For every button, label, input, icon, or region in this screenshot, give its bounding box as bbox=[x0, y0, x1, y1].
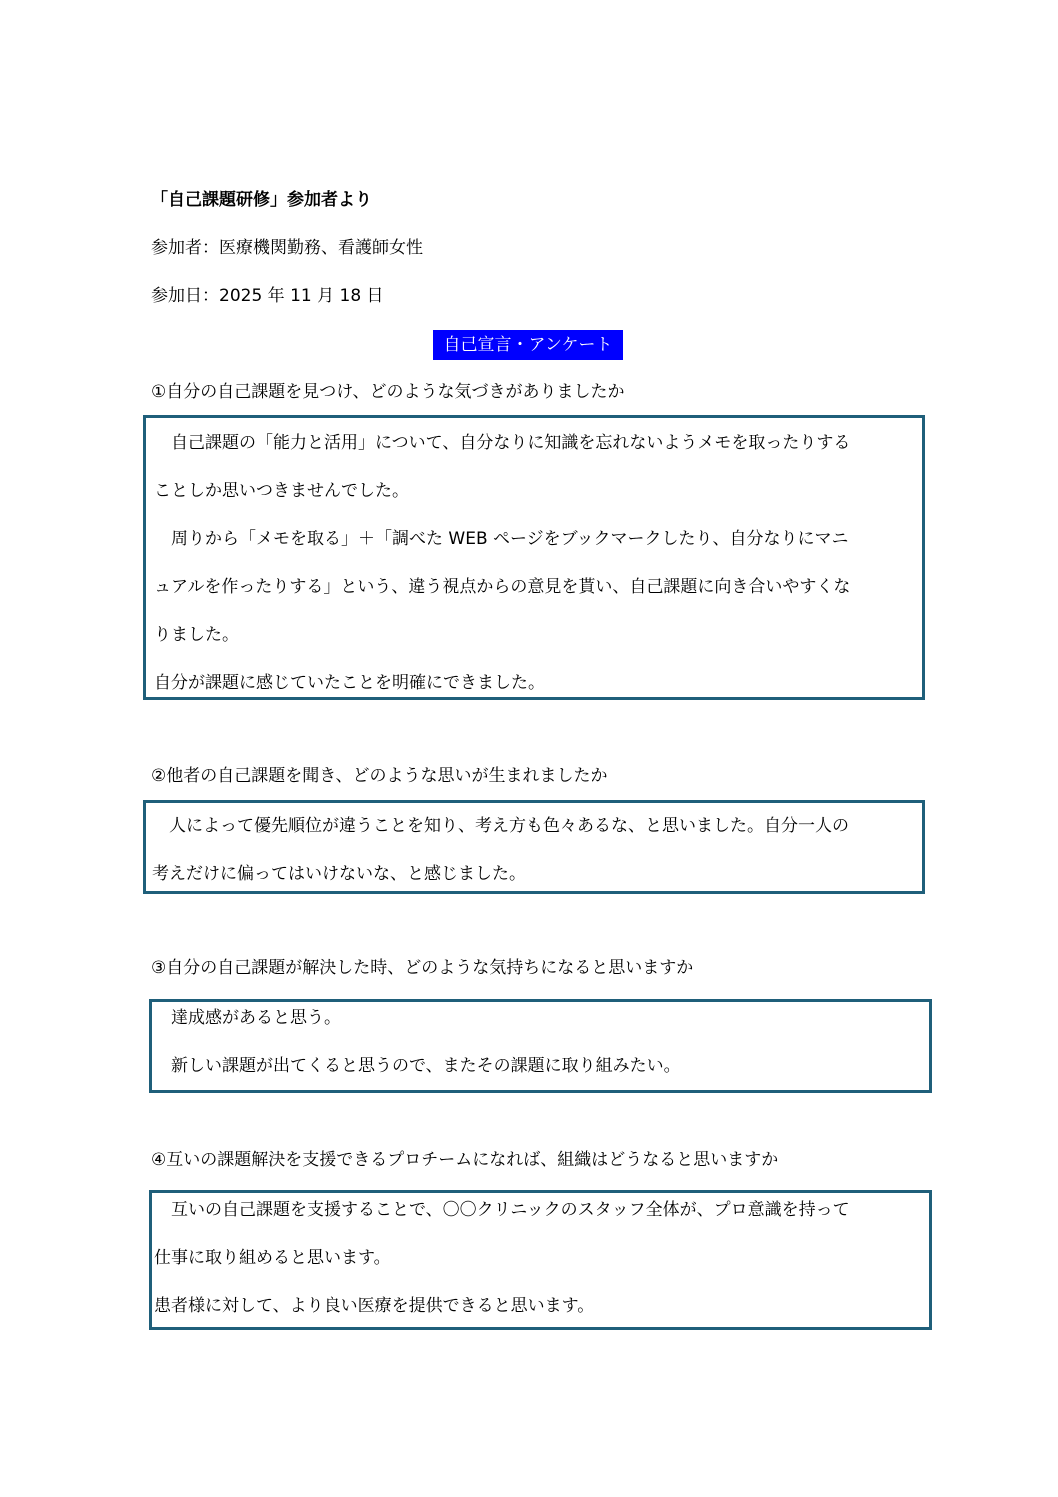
answer-4-line-1: 互いの自己課題を支援することで、〇〇クリニックのスタッフ全体が、プロ意識を持って bbox=[154, 1200, 850, 1220]
question-3: ③自分の自己課題が解決した時、どのような気持ちになると思いますか bbox=[151, 958, 694, 978]
answer-2-line-2: 考えだけに偏ってはいけないな、と感じました。 bbox=[152, 864, 526, 884]
answer-1-line-1: 自己課題の「能力と活用」について、自分なりに知識を忘れないようメモを取ったりする bbox=[154, 433, 851, 453]
question-1: ①自分の自己課題を見つけ、どのような気づきがありましたか bbox=[151, 382, 625, 402]
answer-3-line-2: 新しい課題が出てくると思うので、またその課題に取り組みたい。 bbox=[154, 1056, 681, 1076]
participation-date: 参加日：2025 年 11 月 18 日 bbox=[151, 286, 384, 306]
page-title: 「自己課題研修」参加者より bbox=[151, 190, 372, 210]
answer-4-line-3: 患者様に対して、より良い医療を提供できると思います。 bbox=[154, 1296, 595, 1316]
question-4: ④互いの課題解決を支援できるプロチームになれば、組織はどうなると思いますか bbox=[151, 1150, 779, 1170]
participant-info: 参加者：医療機関勤務、看護師女性 bbox=[151, 238, 423, 258]
question-2: ②他者の自己課題を聞き、どのような思いが生まれましたか bbox=[151, 766, 608, 786]
answer-1-line-6: 自分が課題に感じていたことを明確にできました。 bbox=[154, 673, 545, 693]
answer-1-line-4: ュアルを作ったりする」という、違う視点からの意見を貰い、自己課題に向き合いやすくな bbox=[154, 577, 851, 597]
answer-1-line-2: ことしか思いつきませんでした。 bbox=[154, 481, 409, 501]
answer-box-1 bbox=[143, 415, 925, 700]
answer-box-2 bbox=[143, 800, 925, 894]
answer-2-line-1: 人によって優先順位が違うことを知り、考え方も色々あるな、と思いました。自分一人の bbox=[152, 816, 849, 836]
survey-banner: 自己宣言・アンケート bbox=[433, 330, 623, 360]
answer-1-line-3: 周りから「メモを取る」＋「調べた WEB ページをブックマークしたり、自分なりにマニ bbox=[154, 529, 849, 549]
answer-4-line-2: 仕事に取り組めると思います。 bbox=[154, 1248, 391, 1268]
answer-1-line-5: りました。 bbox=[154, 625, 239, 645]
answer-box-4 bbox=[149, 1190, 932, 1330]
answer-box-3 bbox=[149, 999, 932, 1093]
answer-3-line-1: 達成感があると思う。 bbox=[154, 1008, 341, 1028]
